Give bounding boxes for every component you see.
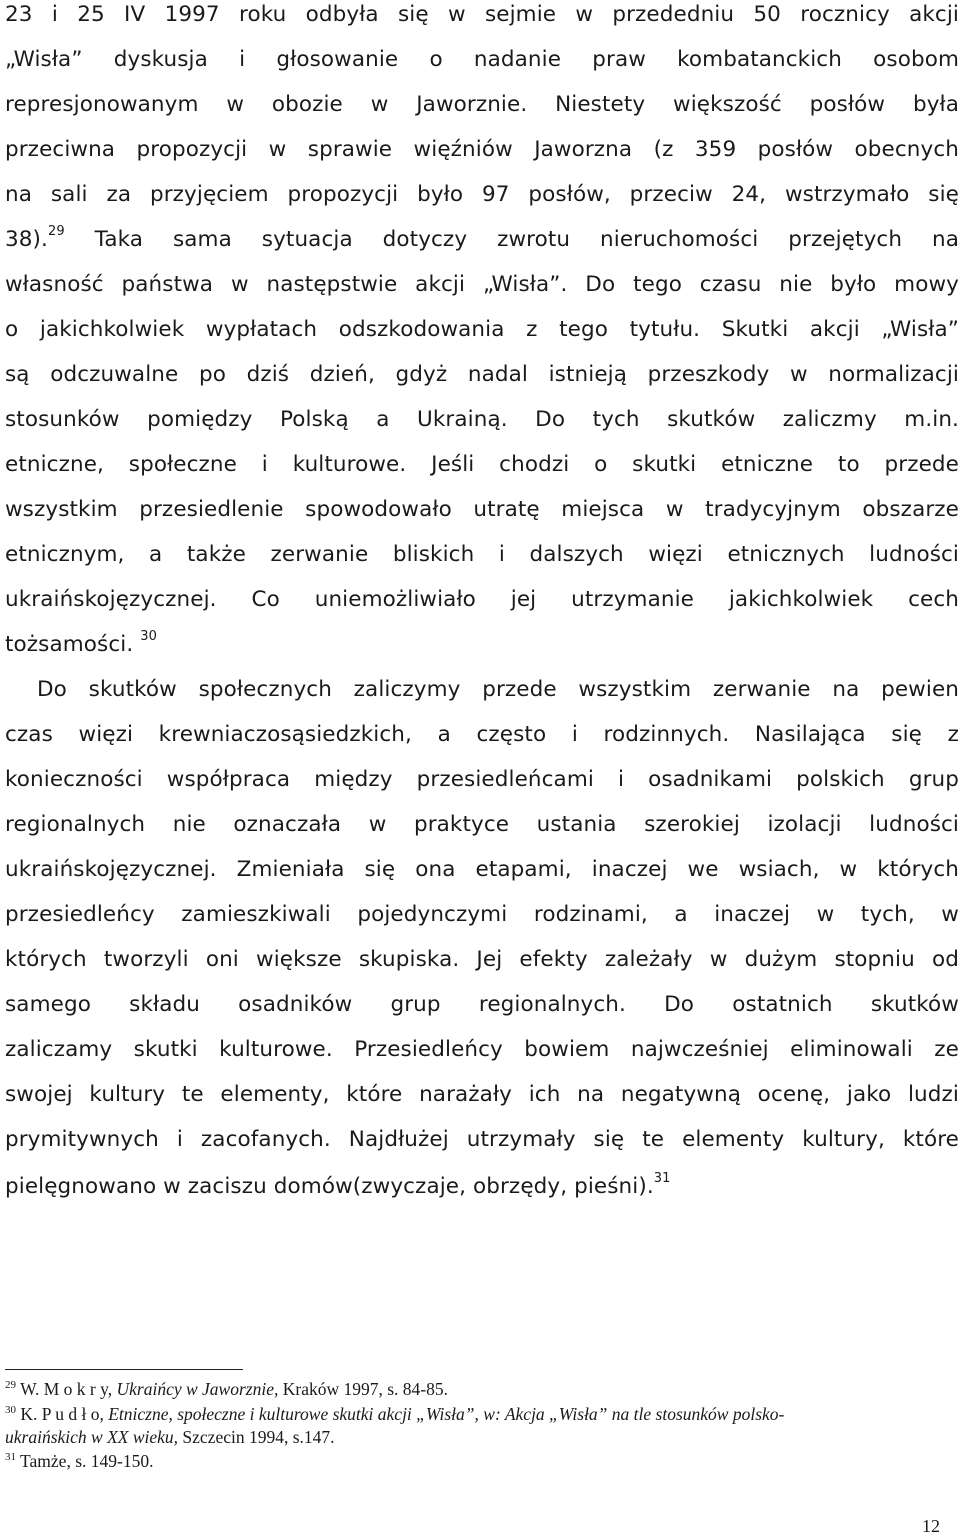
text-line: stosunków pomiędzy Polską a Ukrainą. Do tych skutków zaliczmy m.in.: [5, 407, 959, 432]
text-line: prymitywnych i zacofanych. Najdłużej utrzymały się te elementy kultury, które: [5, 1127, 959, 1152]
footnote-30-cont: ukraińskich w XX wieku, Szczecin 1994, s.147.: [5, 1427, 335, 1447]
text-line: pielęgnowano w zaciszu domów(zwyczaje, obrzędy, pieśni).$^{31}$: [5, 1171, 671, 1199]
footnote-ref-30: 30: [140, 629, 157, 644]
text-line: tożsamości. $^{30}$: [5, 629, 157, 657]
text-line: ukraińskojęzycznej. Zmieniała się ona etapami, inaczej we wsiach, w których: [5, 857, 959, 882]
text-line: 38).$^{29}$ Taka sama sytuacja dotyczy zwrotu nieruchomości przejętych na: [5, 224, 959, 252]
text-line: konieczności współpraca między przesiedleńcami i osadnikami polskich grup: [5, 767, 959, 792]
text-line: o jakichkolwiek wypłatach odszkodowania z tego tytułu. Skutki akcji „Wisła”: [5, 317, 959, 342]
text-line: wszystkim przesiedlenie spowodowało utratę miejsca w tradycyjnym obszarze: [5, 497, 959, 522]
text-line: przeciwna propozycji w sprawie więźniów Jaworzna (z 359 posłów obecnych: [5, 137, 959, 162]
text-line: których tworzyli oni większe skupiska. Jej efekty zależały w dużym stopniu od: [5, 947, 959, 972]
footnote-31: $^{31}$ Tamże, s. 149-150.: [5, 1451, 154, 1471]
text-line: Do skutków społecznych zaliczymy przede wszystkim zerwanie na pewien: [37, 677, 959, 702]
text-line: ukraińskojęzycznej. Co uniemożliwiało jej utrzymanie jakichkolwiek cech: [5, 587, 959, 612]
footnote-ref-31: 31: [653, 1171, 671, 1186]
text-line: samego składu osadników grup regionalnych. Do ostatnich skutków: [5, 992, 959, 1017]
page-number: 12: [922, 1516, 940, 1536]
footnote-separator: [5, 1369, 243, 1370]
text-line: są odczuwalne po dziś dzień, gdyż nadal istnieją przeszkody w normalizacji: [5, 362, 959, 387]
footnote-ref-29: 29: [47, 224, 65, 239]
text-line: własność państwa w następstwie akcji „Wisła”. Do tego czasu nie było mowy: [5, 272, 959, 297]
text-line: przesiedleńcy zamieszkiwali pojedynczymi rodzinami, a inaczej w tych, w: [5, 902, 959, 927]
text-line: swojej kultury te elementy, które narażały ich na negatywną ocenę, jako ludzi: [5, 1082, 959, 1107]
text-line: na sali za przyjęciem propozycji było 97 posłów, przeciw 24, wstrzymało się: [5, 182, 959, 207]
text-line: etniczne, społeczne i kulturowe. Jeśli chodzi o skutki etniczne to przede: [5, 452, 959, 477]
text-line: zaliczamy skutki kulturowe. Przesiedleńcy bowiem najwcześniej eliminowali ze: [5, 1037, 959, 1062]
footnote-30: $^{30}$ K. P u d ł o, Etniczne, społeczne i kulturowe skutki akcji „Wisła”, w: Akcja „Wisła” na tle stosunków polsko-: [5, 1404, 785, 1424]
footnote-29: $^{29}$ W. M o k r y, Ukraińcy w Jaworznie, Kraków 1997, s. 84-85.: [5, 1379, 448, 1399]
text-line: regionalnych nie oznaczała w praktyce ustania szerokiej izolacji ludności: [5, 812, 959, 837]
text-line: czas więzi krewniaczosąsiedzkich, a często i rodzinnych. Nasilająca się z: [5, 722, 959, 747]
text-line: 23 i 25 IV 1997 roku odbyła się w sejmie w przededniu 50 rocznicy akcji: [5, 2, 959, 27]
text-line: „Wisła” dyskusja i głosowanie o nadanie praw kombatanckich osobom: [5, 47, 959, 72]
text-line: etnicznym, a także zerwanie bliskich i dalszych więzi etnicznych ludności: [5, 542, 959, 567]
text-line: represjonowanym w obozie w Jaworznie. Niestety większość posłów była: [5, 92, 959, 117]
